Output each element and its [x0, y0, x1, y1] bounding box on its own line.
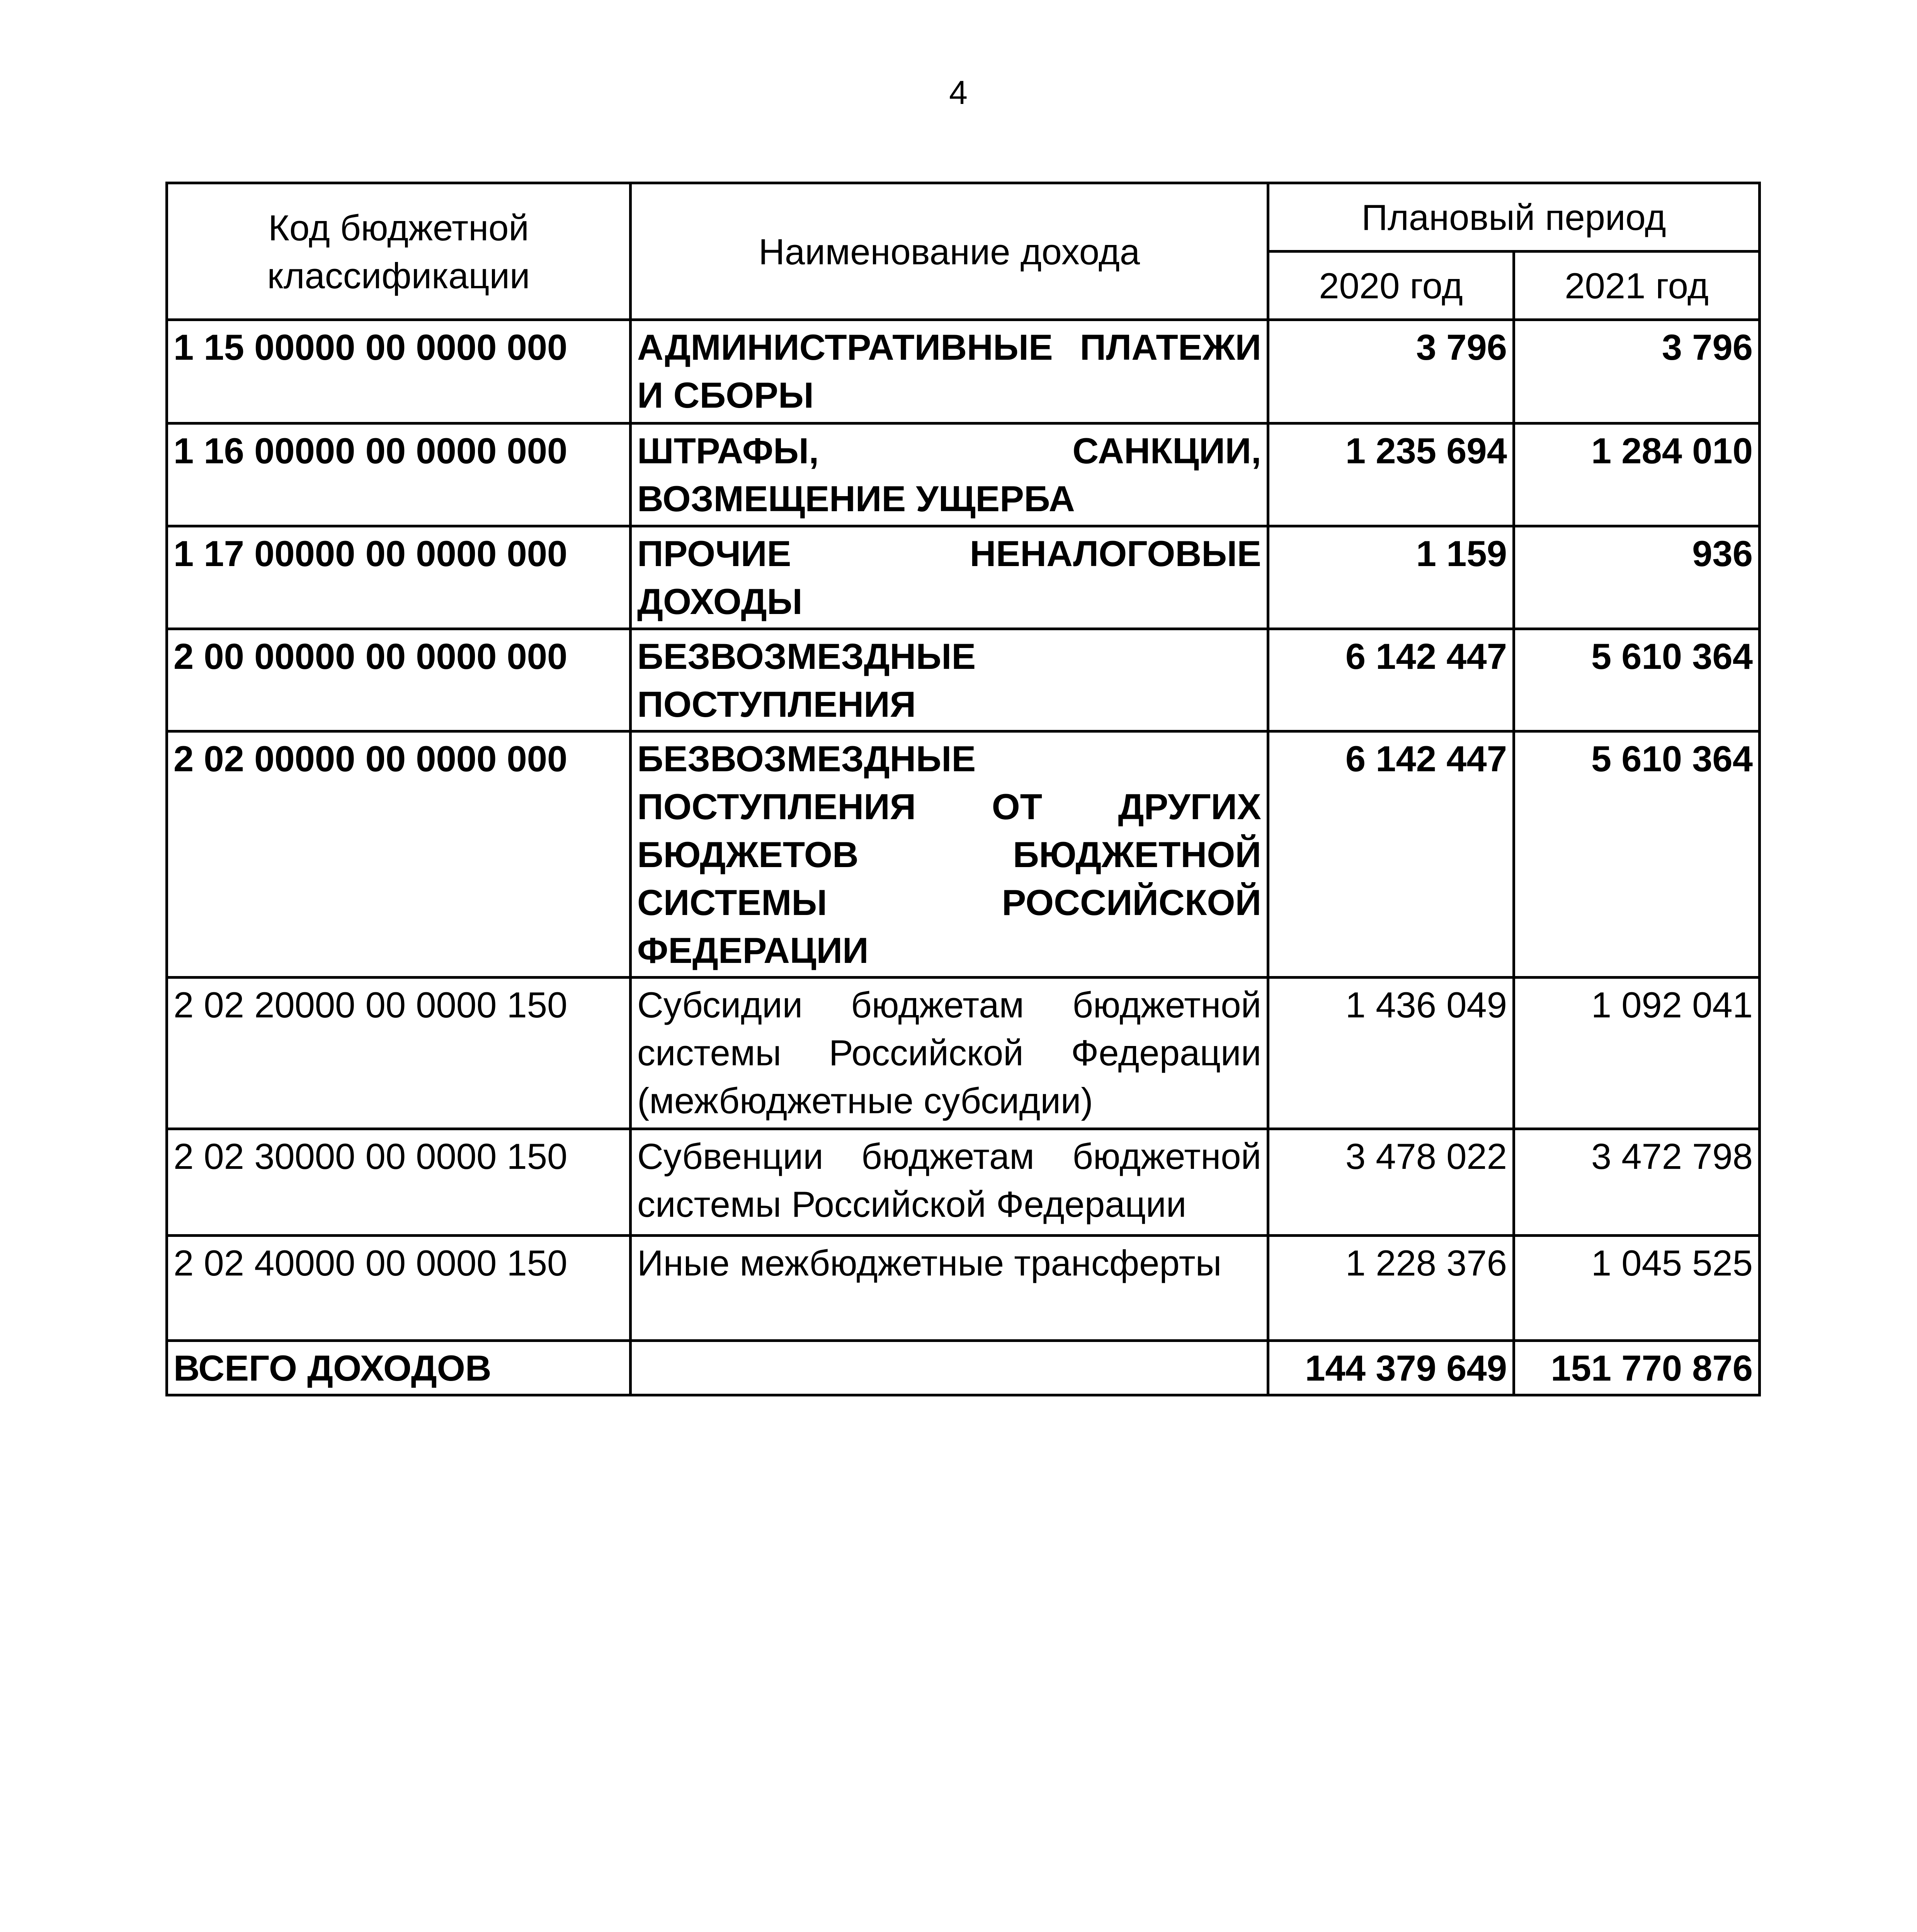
total-label: ВСЕГО ДОХОДОВ [167, 1341, 631, 1395]
row-value-2020: 6 142 447 [1268, 731, 1514, 978]
row-value-2021: 3 472 798 [1514, 1129, 1760, 1236]
revenue-table [165, 182, 1761, 1396]
row-name: АДМИНИСТРАТИВНЫЕ ПЛАТЕЖИ И СБОРЫ [631, 320, 1268, 423]
total-value-2020: 144 379 649 [1268, 1341, 1514, 1395]
row-name: ПРОЧИЕ НЕНАЛОГОВЫЕ ДОХОДЫ [631, 526, 1268, 629]
row-code: 2 00 00000 00 0000 000 [167, 629, 631, 731]
row-value-2021: 1 284 010 [1514, 423, 1760, 526]
row-code: 1 17 00000 00 0000 000 [167, 526, 631, 629]
row-value-2020: 6 142 447 [1268, 629, 1514, 731]
row-value-2020: 1 228 376 [1268, 1236, 1514, 1341]
row-name: Иные межбюджетные трансферты [631, 1236, 1268, 1341]
table-row [167, 1236, 1760, 1341]
row-value-2020: 3 796 [1268, 320, 1514, 423]
row-code: 2 02 40000 00 0000 150 [167, 1236, 631, 1341]
row-name: ШТРАФЫ, САНКЦИИ, ВОЗМЕЩЕНИЕ УЩЕРБА [631, 423, 1268, 526]
row-value-2021: 5 610 364 [1514, 629, 1760, 731]
row-code: 2 02 30000 00 0000 150 [167, 1129, 631, 1236]
header-code: Код бюджетной классификации [167, 183, 631, 320]
row-name: БЕЗВОЗМЕЗДНЫЕ ПОСТУПЛЕНИЯ [631, 629, 1268, 731]
row-code: 1 15 00000 00 0000 000 [167, 320, 631, 423]
row-code: 1 16 00000 00 0000 000 [167, 423, 631, 526]
table-row [167, 731, 1760, 978]
row-value-2021: 1 092 041 [1514, 978, 1760, 1129]
table-row [167, 629, 1760, 731]
table-row [167, 978, 1760, 1129]
row-name: Субвенции бюджетам бюджетной системы Российской Федерации [631, 1129, 1268, 1236]
row-value-2020: 1 436 049 [1268, 978, 1514, 1129]
row-value-2021: 5 610 364 [1514, 731, 1760, 978]
row-code: 2 02 00000 00 0000 000 [167, 731, 631, 978]
total-value-2021: 151 770 876 [1514, 1341, 1760, 1395]
row-name: Субсидии бюджетам бюджетной системы Российской Федерации (межбюджетные субсидии) [631, 978, 1268, 1129]
row-value-2021: 3 796 [1514, 320, 1760, 423]
row-value-2021: 1 045 525 [1514, 1236, 1760, 1341]
table-row [167, 526, 1760, 629]
row-value-2020: 1 235 694 [1268, 423, 1514, 526]
table-row [167, 1129, 1760, 1236]
table-row [167, 423, 1760, 526]
row-value-2021: 936 [1514, 526, 1760, 629]
total-row [167, 1341, 1760, 1395]
header-name: Наименование дохода [631, 183, 1268, 320]
row-name: БЕЗВОЗМЕЗДНЫЕ ПОСТУПЛЕНИЯ ОТ ДРУГИХ БЮДЖЕТОВ БЮДЖЕТНОЙ СИСТЕМЫ РОССИЙСКОЙ ФЕДЕРАЦИИ [631, 731, 1268, 978]
table-row [167, 320, 1760, 423]
total-name [631, 1341, 1268, 1395]
row-value-2020: 1 159 [1268, 526, 1514, 629]
header-year-2021: 2021 год [1514, 252, 1760, 320]
header-year-2020: 2020 год [1268, 252, 1514, 320]
row-value-2020: 3 478 022 [1268, 1129, 1514, 1236]
header-period: Плановый период [1268, 183, 1760, 252]
page-number: 4 [949, 74, 968, 111]
row-code: 2 02 20000 00 0000 150 [167, 978, 631, 1129]
